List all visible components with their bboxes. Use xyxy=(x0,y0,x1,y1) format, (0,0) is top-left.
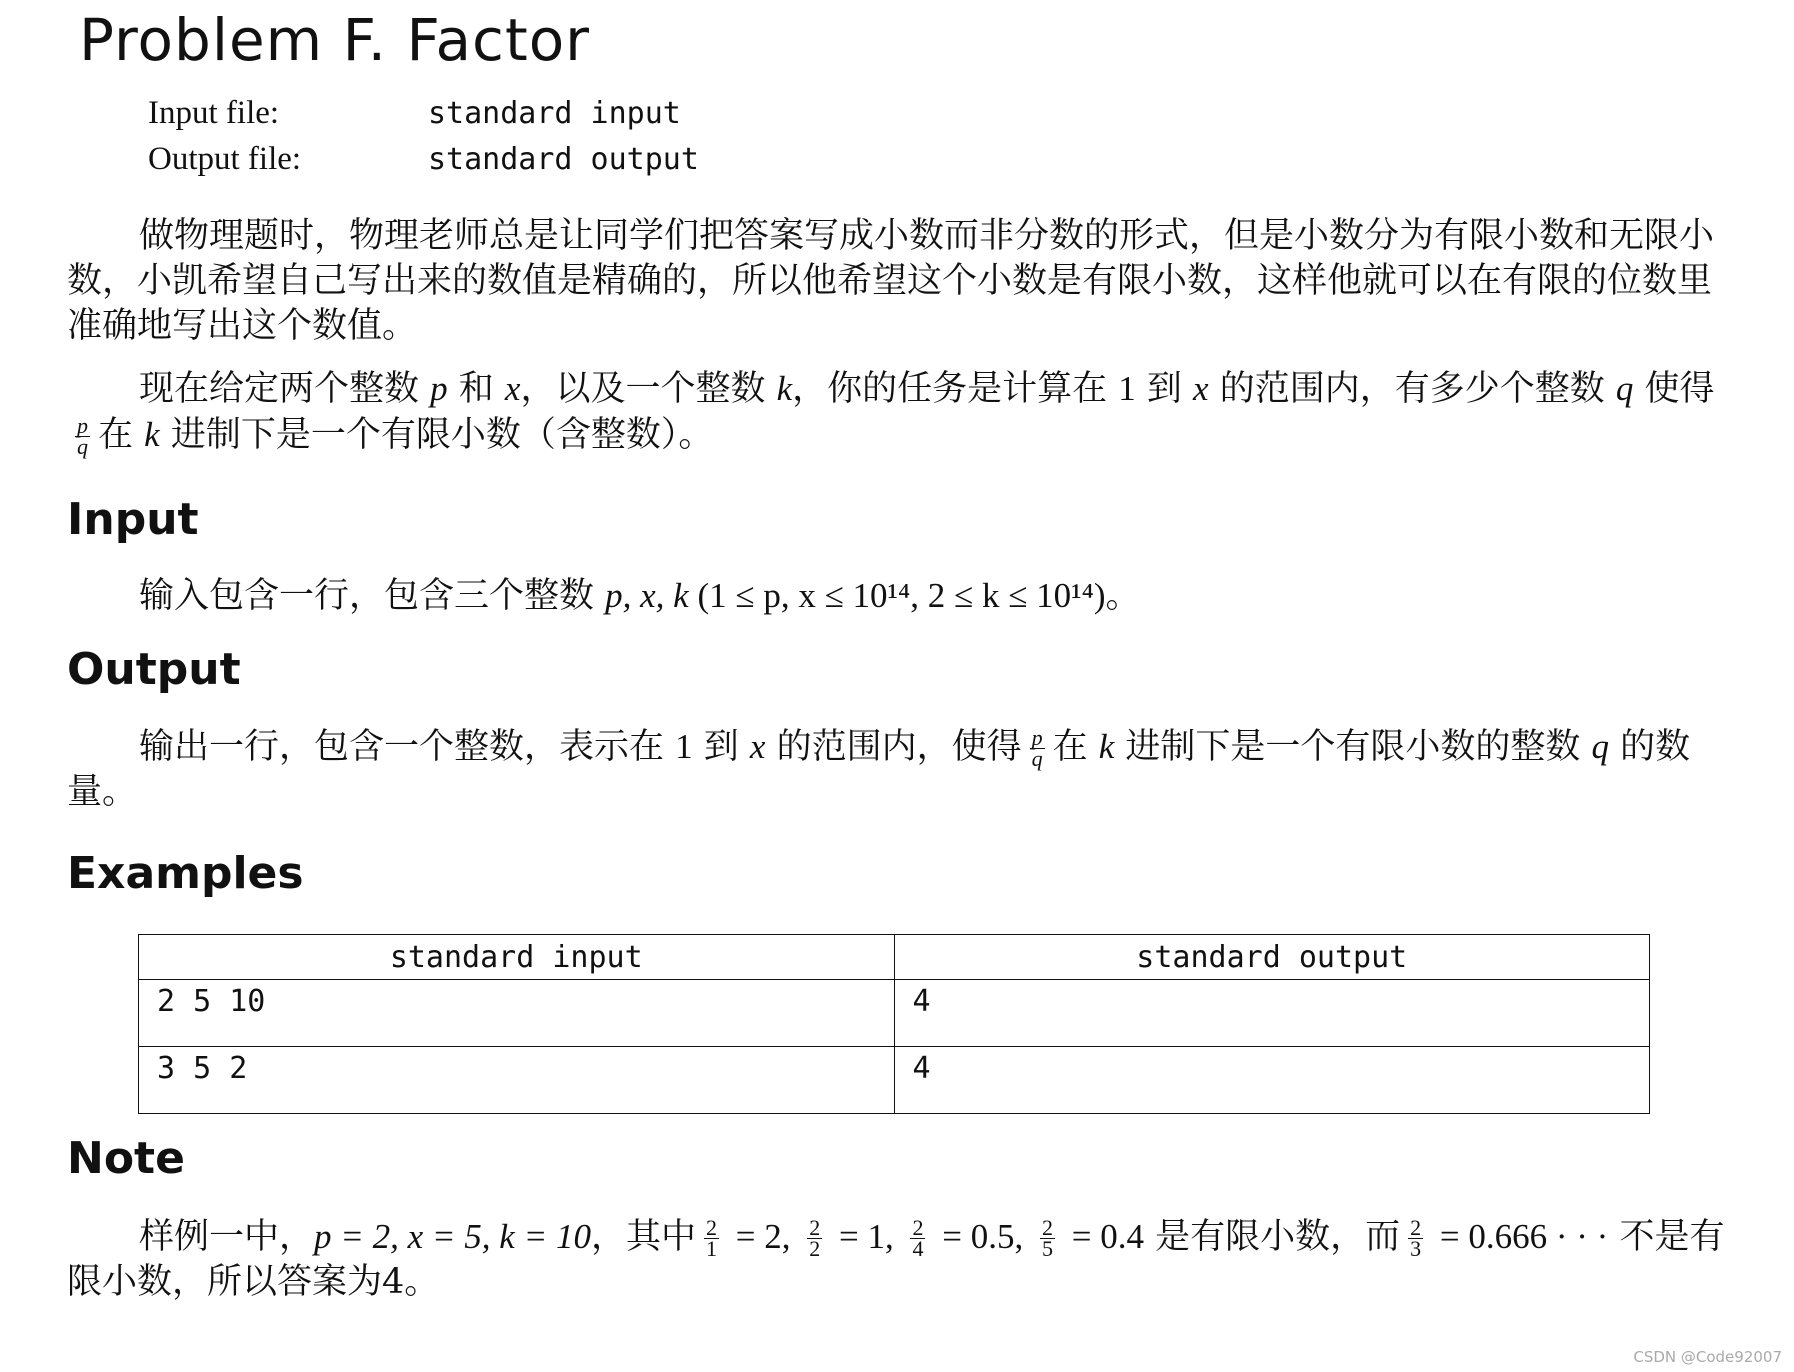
fraction-2-1 xyxy=(704,1215,719,1261)
statement-text: 使得 xyxy=(1633,369,1715,409)
input-file-value: standard input xyxy=(428,95,681,131)
note-result: = 0.5, xyxy=(933,1217,1032,1256)
output-text: 的数量。 xyxy=(67,727,1691,812)
statement-text: 的范围内，有多少个整数 xyxy=(1208,369,1616,409)
fraction-numerator: 2 xyxy=(1410,1215,1422,1240)
examples-col-output: standard output xyxy=(894,935,1650,980)
table-row xyxy=(139,1047,1650,1114)
var-k: k xyxy=(776,369,793,408)
input-file-label: Input file: xyxy=(148,94,280,131)
note-text: ，其中 xyxy=(590,1217,696,1257)
number-one: 1 xyxy=(675,727,693,766)
var-k: k xyxy=(1098,727,1115,766)
input-text: 。 xyxy=(1105,576,1141,616)
input-heading: Input xyxy=(67,494,199,545)
examples-header-row xyxy=(139,935,1650,980)
statement-text: 在 xyxy=(98,415,145,455)
fraction-denominator: 2 xyxy=(809,1236,821,1261)
statement-text: ，以及一个整数 xyxy=(520,369,777,409)
var-x: x xyxy=(504,369,521,408)
fraction-denominator: q xyxy=(77,434,88,459)
number-one: 1 xyxy=(1118,369,1136,408)
fraction-2-2 xyxy=(807,1215,822,1261)
var-q: q xyxy=(1591,727,1610,766)
io-file-table xyxy=(148,90,699,182)
output-text: 的范围内，使得 xyxy=(765,727,1022,767)
input-constraint: (1 ≤ p, x ≤ 10¹⁴, 2 ≤ k ≤ 10¹⁴) xyxy=(688,576,1106,615)
statement-text: 到 xyxy=(1135,369,1194,409)
note-result: = 1, xyxy=(830,1217,903,1256)
statement-paragraph-1: 做物理题时，物理老师总是让同学们把答案写成小数而非分数的形式，但是小数分为有限小数和无限小数，小凯希望自己写出来的数值是精确的，所以他希望这个小数是有限小数，这样他就可以在有限的位数里准确地写出这个数值。 xyxy=(67,216,1715,346)
input-vars: p, x, k xyxy=(605,576,689,615)
example-output-cell: 4 xyxy=(894,980,1650,1047)
note-heading: Note xyxy=(67,1133,185,1184)
fraction-p-over-q xyxy=(75,413,90,459)
statement-paragraph-2 xyxy=(67,366,1727,458)
note-text: 是有限小数，而 xyxy=(1143,1217,1401,1257)
fraction-p-over-q xyxy=(1030,725,1045,771)
statement-text: 现在给定两个整数 xyxy=(139,369,431,409)
output-heading: Output xyxy=(67,644,241,695)
example-input-cell: 3 5 2 xyxy=(139,1047,895,1114)
statement-text: ，你的任务是计算在 xyxy=(792,369,1119,409)
fraction-numerator: p xyxy=(77,413,88,438)
note-paragraph xyxy=(67,1214,1727,1305)
fraction-numerator: 2 xyxy=(809,1215,821,1240)
note-text: 样例一中， xyxy=(139,1217,315,1257)
var-q: q xyxy=(1615,369,1634,408)
statement-text: 和 xyxy=(447,369,505,409)
note-result: = 0.666 · · · xyxy=(1431,1217,1609,1256)
output-file-label: Output file: xyxy=(148,140,302,177)
var-p: p xyxy=(430,369,448,408)
output-text: 输出一行，包含一个整数，表示在 xyxy=(139,727,676,767)
watermark: CSDN @Code92007 xyxy=(1633,1348,1782,1366)
output-text: 进制下是一个有限小数的整数 xyxy=(1114,727,1592,767)
var-x: x xyxy=(1193,369,1209,408)
fraction-2-4 xyxy=(910,1215,925,1261)
input-text: 输入包含一行，包含三个整数 xyxy=(139,576,606,616)
examples-col-input: standard input xyxy=(139,935,895,980)
fraction-2-3 xyxy=(1408,1215,1423,1261)
examples-table xyxy=(138,934,1650,1114)
fraction-denominator: 1 xyxy=(705,1236,717,1261)
note-assign: p = 2, x = 5, k = 10 xyxy=(314,1217,591,1256)
fraction-denominator: 3 xyxy=(1410,1236,1422,1261)
input-file-row xyxy=(148,90,699,136)
fraction-numerator: 2 xyxy=(1041,1215,1053,1240)
output-file-row xyxy=(148,136,699,182)
output-file-value: standard output xyxy=(428,141,699,177)
examples-heading: Examples xyxy=(67,848,304,899)
var-x: x xyxy=(749,727,766,766)
note-result: = 2, xyxy=(726,1217,800,1256)
note-text: 不是有限小数，所以答案为4。 xyxy=(67,1217,1725,1302)
fraction-denominator: 4 xyxy=(912,1236,924,1261)
fraction-numerator: 2 xyxy=(705,1215,717,1240)
output-text: 在 xyxy=(1052,727,1099,767)
statement-text: 进制下是一个有限小数（含整数）。 xyxy=(159,415,714,455)
fraction-numerator: 2 xyxy=(912,1215,924,1240)
problem-title: Problem F. Factor xyxy=(79,6,591,74)
input-description xyxy=(67,573,1727,619)
fraction-2-5 xyxy=(1040,1215,1055,1261)
example-output-cell: 4 xyxy=(894,1047,1650,1114)
table-row xyxy=(139,980,1650,1047)
fraction-numerator: p xyxy=(1031,725,1043,750)
fraction-denominator: q xyxy=(1031,746,1043,771)
fraction-denominator: 5 xyxy=(1041,1236,1053,1261)
note-result: = 0.4 xyxy=(1062,1217,1144,1256)
var-k: k xyxy=(144,415,160,454)
output-text: 到 xyxy=(692,727,750,767)
output-description xyxy=(67,724,1727,815)
example-input-cell: 2 5 10 xyxy=(139,980,895,1047)
